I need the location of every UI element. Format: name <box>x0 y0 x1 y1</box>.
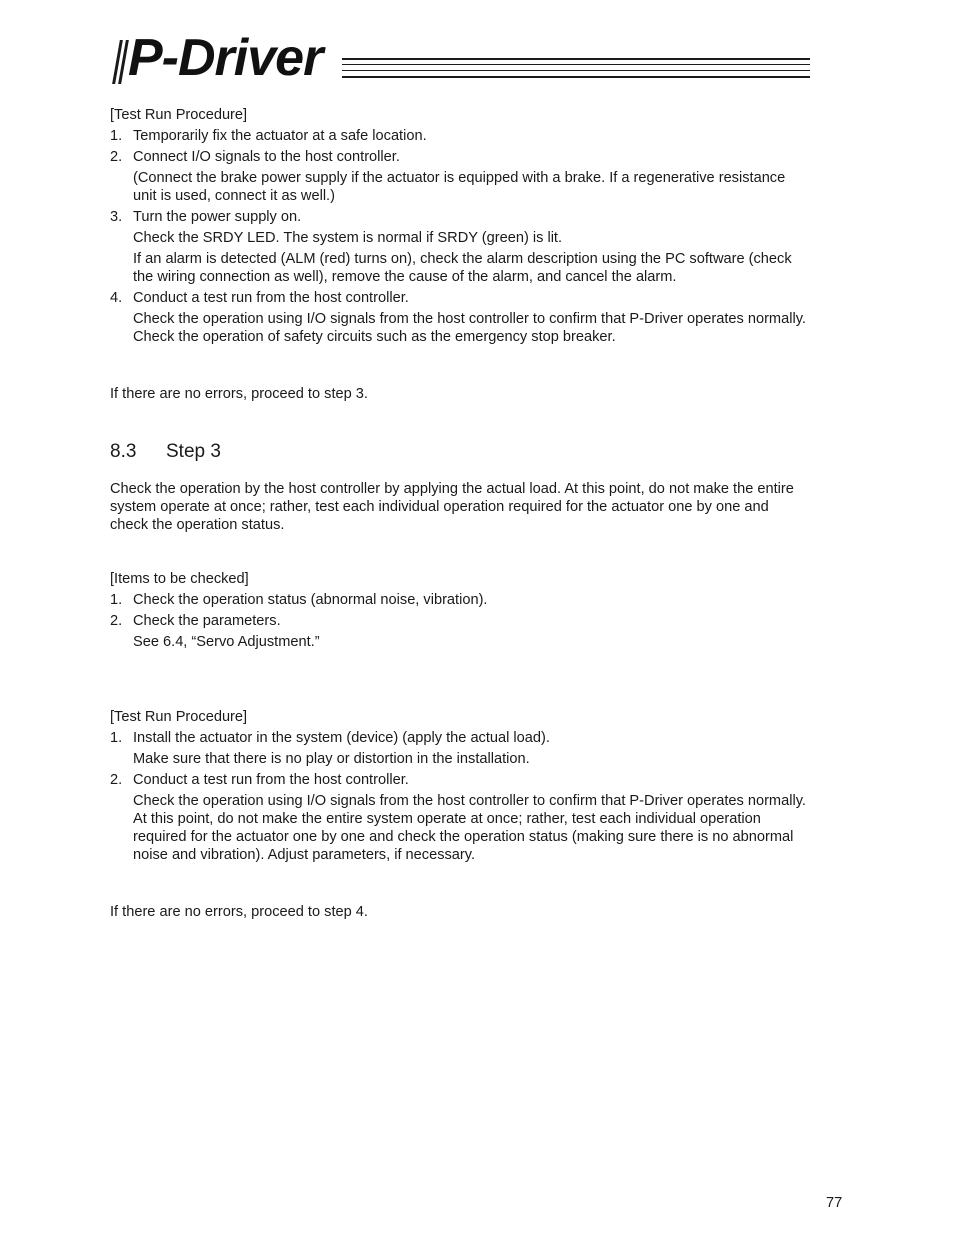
step-note: required for the actuator one by one and check the operation status (making sure there is no abnormal <box>133 829 794 845</box>
step-text: Temporarily fix the actuator at a safe location. <box>133 128 427 144</box>
check-text: Check the operation status (abnormal noise, vibration). <box>133 592 488 608</box>
intro-paragraph-line: check the operation status. <box>110 517 285 533</box>
items-to-check-label: [Items to be checked] <box>110 571 249 587</box>
step-text: Turn the power supply on. <box>133 209 302 225</box>
p-driver-logo <box>116 29 816 90</box>
step-text: Connect I/O signals to the host controller. <box>133 149 400 165</box>
test-run-procedure-label: [Test Run Procedure] <box>110 709 248 725</box>
step-note: Check the SRDY LED. The system is normal if SRDY (green) is lit. <box>133 230 563 246</box>
step-number: 2. <box>110 149 123 165</box>
step-text: Install the actuator in the system (device) (apply the actual load). <box>133 730 550 746</box>
step-note: At this point, do not make the entire system operate at once; rather, test each individual operation <box>133 811 761 827</box>
test-run-procedure-label: [Test Run Procedure] <box>110 107 248 123</box>
intro-paragraph-line: Check the operation by the host controller by applying the actual load. At this point, do not make the entire <box>110 481 794 497</box>
step-note: the wiring connection as well), remove the cause of the alarm, and cancel the alarm. <box>133 269 677 285</box>
step-number: 3. <box>110 209 123 225</box>
check-note: See 6.4, “Servo Adjustment.” <box>133 634 320 650</box>
step-note: (Connect the brake power supply if the actuator is equipped with a brake. If a regenerative resistance <box>133 170 786 186</box>
step-number: 1. <box>110 730 123 746</box>
step-note: noise and vibration). Adjust parameters, if necessary. <box>133 847 476 863</box>
step-number: 4. <box>110 290 123 306</box>
check-number: 1. <box>110 592 123 608</box>
step-text: Conduct a test run from the host controller. <box>133 290 409 306</box>
header-rule <box>342 58 810 84</box>
step-note: Check the operation using I/O signals from the host controller to confirm that P-Driver operates normally. <box>133 311 806 327</box>
step-number: 2. <box>110 772 123 788</box>
proceed-text: If there are no errors, proceed to step 4. <box>110 904 368 920</box>
intro-paragraph-line: system operate at once; rather, test each individual operation required for the actuator one by one and <box>110 499 769 515</box>
proceed-text: If there are no errors, proceed to step 3. <box>110 386 368 402</box>
step-text: Conduct a test run from the host controller. <box>133 772 409 788</box>
check-text: Check the parameters. <box>133 613 281 629</box>
step-note: unit is used, connect it as well.) <box>133 188 335 204</box>
section-heading <box>110 440 221 464</box>
step-number: 1. <box>110 128 123 144</box>
section-number: 8.3 <box>110 441 137 462</box>
page-number: 77 <box>826 1195 843 1211</box>
step-note: If an alarm is detected (ALM (red) turns on), check the alarm description using the PC software (check <box>133 251 792 267</box>
section-title: Step 3 <box>166 441 221 462</box>
logo-text: P-Driver <box>128 29 323 87</box>
check-number: 2. <box>110 613 123 629</box>
step-note: Check the operation of safety circuits such as the emergency stop breaker. <box>133 329 616 345</box>
step-note: Check the operation using I/O signals from the host controller to confirm that P-Driver operates normally. <box>133 793 806 809</box>
step-note: Make sure that there is no play or distortion in the installation. <box>133 751 530 767</box>
